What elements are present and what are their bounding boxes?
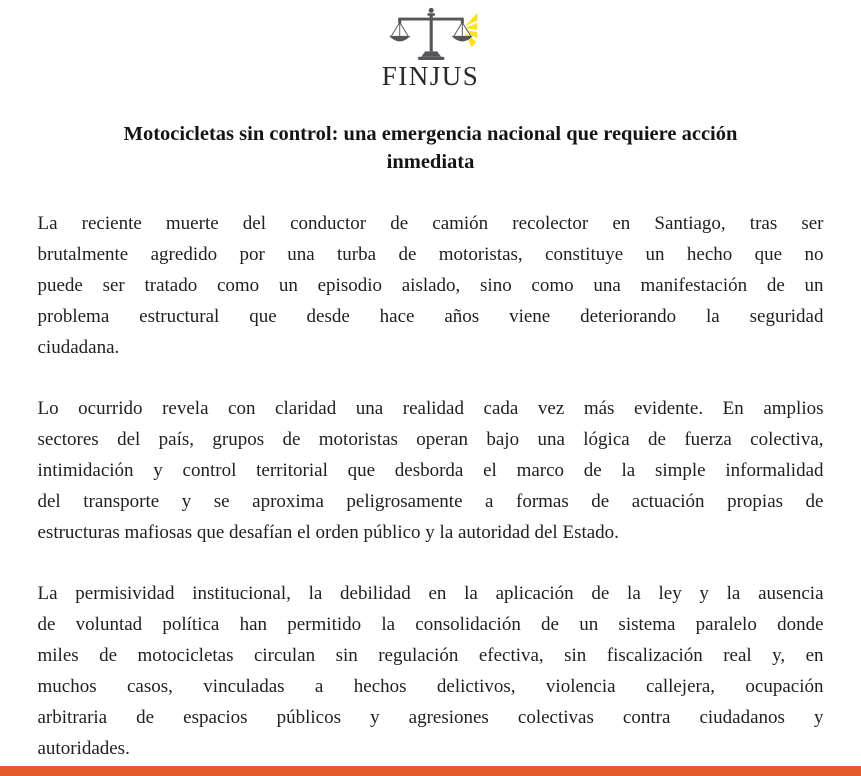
footer-bar: [0, 766, 861, 776]
text-line: La reciente muerte del conductor de camión recolector en Santiago, tras ser: [37, 213, 824, 234]
page-title: [0, 120, 861, 176]
text-line: intimidación y control territorial que desborda el marco de la simple informalidad: [37, 460, 824, 481]
text-line: arbitraria de espacios públicos y agresiones colectivas contra ciudadanos y: [37, 707, 824, 728]
paragraph-3: [38, 578, 824, 764]
text-line: ciudadana.: [37, 337, 120, 358]
paragraph-2: [38, 393, 824, 548]
scales-of-justice-icon: [383, 6, 479, 62]
text-line: puede ser tratado como un episodio aislado, sino como una manifestación de un: [37, 275, 824, 296]
text-line: La permisividad institucional, la debilidad en la aplicación de la ley y la ausencia: [37, 583, 824, 604]
paragraph-1: [38, 208, 824, 363]
text-line: Lo ocurrido revela con claridad una realidad cada vez más evidente. En amplios: [37, 398, 824, 419]
logo-wordmark: FINJUS: [381, 61, 480, 91]
text-line: autoridades.: [37, 738, 130, 759]
text-line: problema estructural que desde hace años viene deteriorando la seguridad: [37, 306, 824, 327]
title-line-1: Motocicletas sin control: una emergencia nacional que requiere acción: [123, 123, 738, 145]
header: [0, 0, 861, 90]
title-line-2: inmediata: [386, 151, 475, 173]
text-line: del transporte y se aproxima peligrosamente a formas de actuación propias de: [37, 491, 824, 512]
text-line: muchos casos, vinculadas a hechos delictivos, violencia callejera, ocupación: [37, 676, 824, 697]
text-line: estructuras mafiosas que desafían el orden público y la autoridad del Estado.: [37, 522, 619, 543]
text-line: brutalmente agredido por una turba de motoristas, constituye un hecho que no: [37, 244, 824, 265]
document-body: [38, 208, 824, 764]
text-line: miles de motocicletas circulan sin regulación efectiva, sin fiscalización real y, en: [37, 645, 824, 666]
text-line: de voluntad política han permitido la consolidación de un sistema paralelo donde: [37, 614, 824, 635]
text-line: sectores del país, grupos de motoristas operan bajo una lógica de fuerza colectiva,: [37, 429, 824, 450]
